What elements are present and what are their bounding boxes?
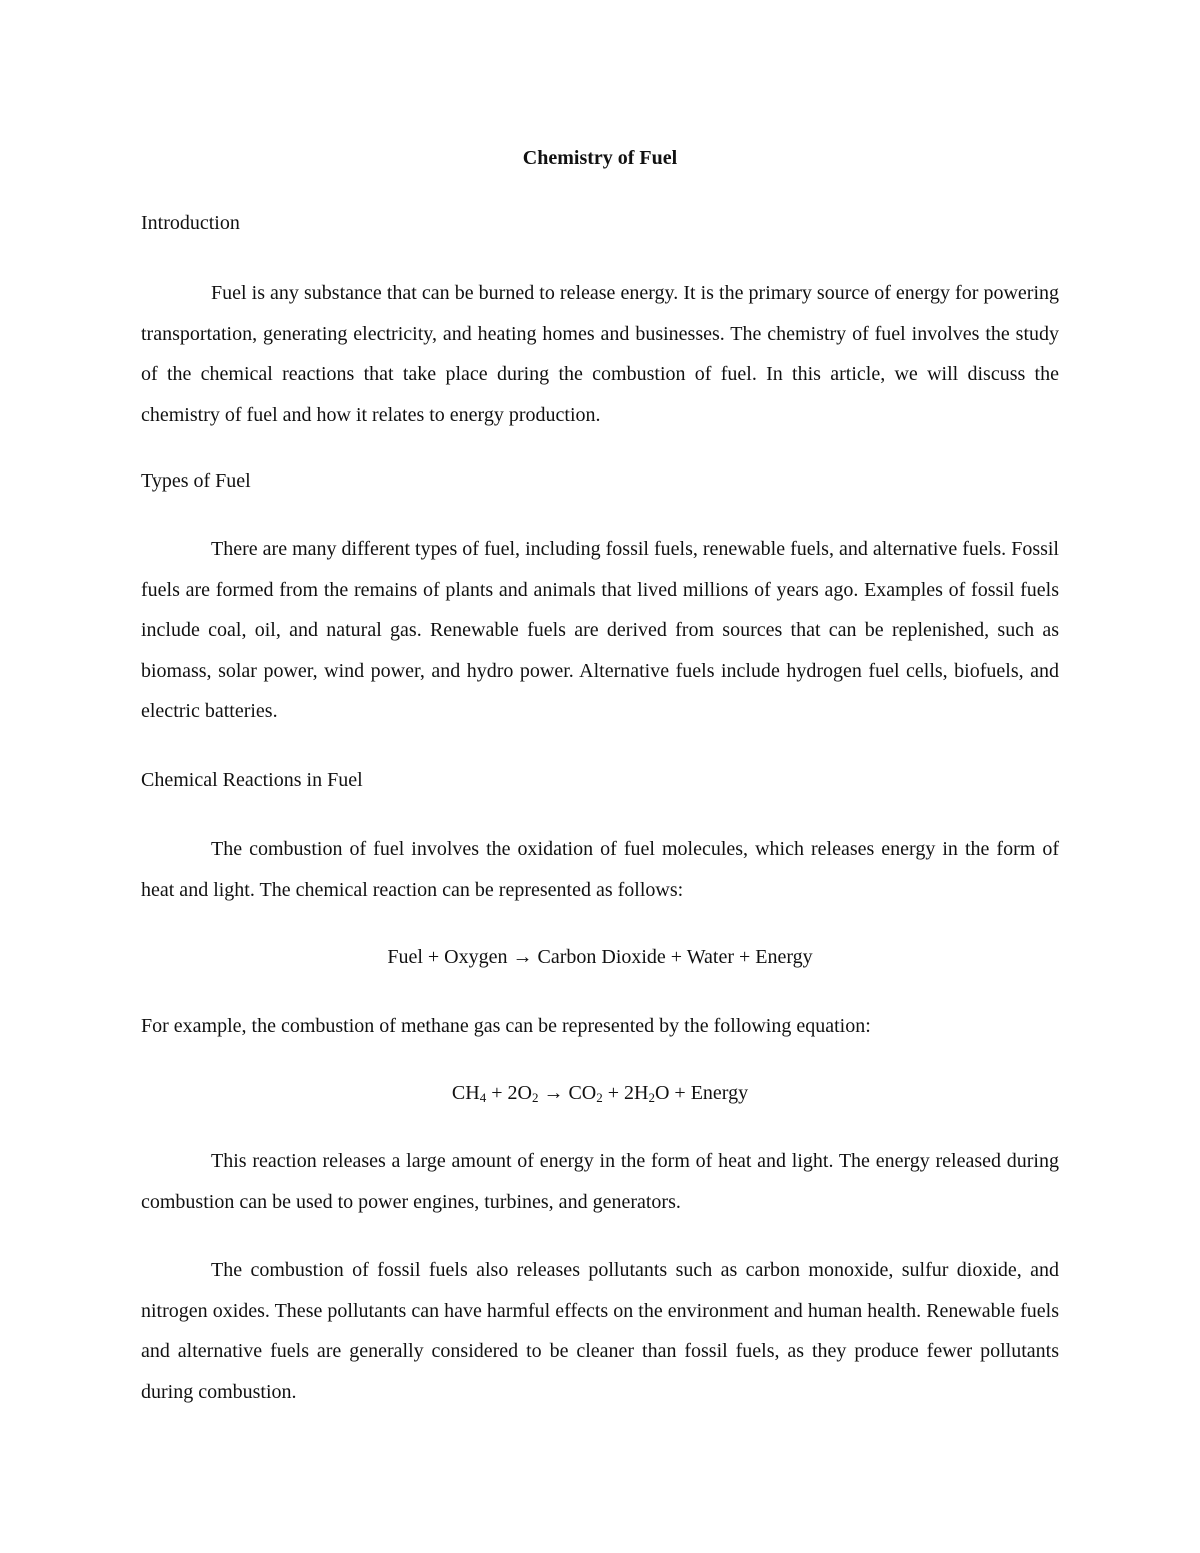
eq-ch: CH	[451, 1082, 480, 1104]
eq-co2-subscript: 2	[596, 1090, 603, 1105]
paragraph-methane-example-intro: For example, the combustion of methane gas can be represented by the following equation:	[141, 1015, 871, 1037]
general-combustion-equation: Fuel + Oxygen → Carbon Dioxide + Water + Energy	[387, 946, 813, 968]
eq-arrow-co: → CO	[538, 1082, 597, 1104]
document-title: Chemistry of Fuel	[522, 147, 678, 169]
paragraph-energy-release: This reaction releases a large amount of energy in the form of heat and light. The energy released during combustion can be used to power engines, turbines, and generators.	[141, 1150, 1059, 1213]
paragraph-pollutants: The combustion of fossil fuels also releases pollutants such as carbon monoxide, sulfur dioxide, and nitrogen oxides. These pollutants can have harmful effects on the environment and human health. Renewable fuels and alternative fuels are generally considered to be cleaner than fossil fuels, as they produce fewer pollutants during combustion.	[141, 1259, 1059, 1403]
paragraph-introduction: Fuel is any substance that can be burned to release energy. It is the primary source of energy for powering transportation, generating electricity, and heating homes and businesses. The chemistry of fuel involves the study of the chemical reactions that take place during the combustion of fuel. In this article, we will discuss the chemistry of fuel and how it relates to energy production.	[141, 282, 1059, 426]
eq-ch-subscript: 4	[479, 1090, 487, 1105]
eq-tail: O + Energy	[654, 1082, 749, 1104]
methane-combustion-equation	[0, 1079, 1200, 1107]
section-heading-types-of-fuel: Types of Fuel	[141, 470, 251, 492]
eq-h2-subscript: 2	[648, 1090, 655, 1105]
eq-plus-2o: + 2O	[486, 1082, 532, 1104]
section-heading-chemical-reactions: Chemical Reactions in Fuel	[141, 769, 363, 791]
paragraph-combustion-intro: The combustion of fuel involves the oxidation of fuel molecules, which releases energy in the form of heat and light. The chemical reaction can be represented as follows:	[141, 838, 1059, 901]
eq-o2-subscript: 2	[531, 1090, 539, 1105]
paragraph-types-of-fuel: There are many different types of fuel, including fossil fuels, renewable fuels, and alternative fuels. Fossil fuels are formed from the remains of plants and animals that lived millions of years ago. Examples of fossil fuels include coal, oil, and natural gas. Renewable fuels are derived from sources that can be replenished, such as biomass, solar power, wind power, and hydro power. Alternative fuels include hydrogen fuel cells, biofuels, and electric batteries.	[141, 538, 1059, 723]
section-heading-introduction: Introduction	[141, 212, 240, 234]
eq-plus-2h: + 2H	[602, 1082, 649, 1104]
